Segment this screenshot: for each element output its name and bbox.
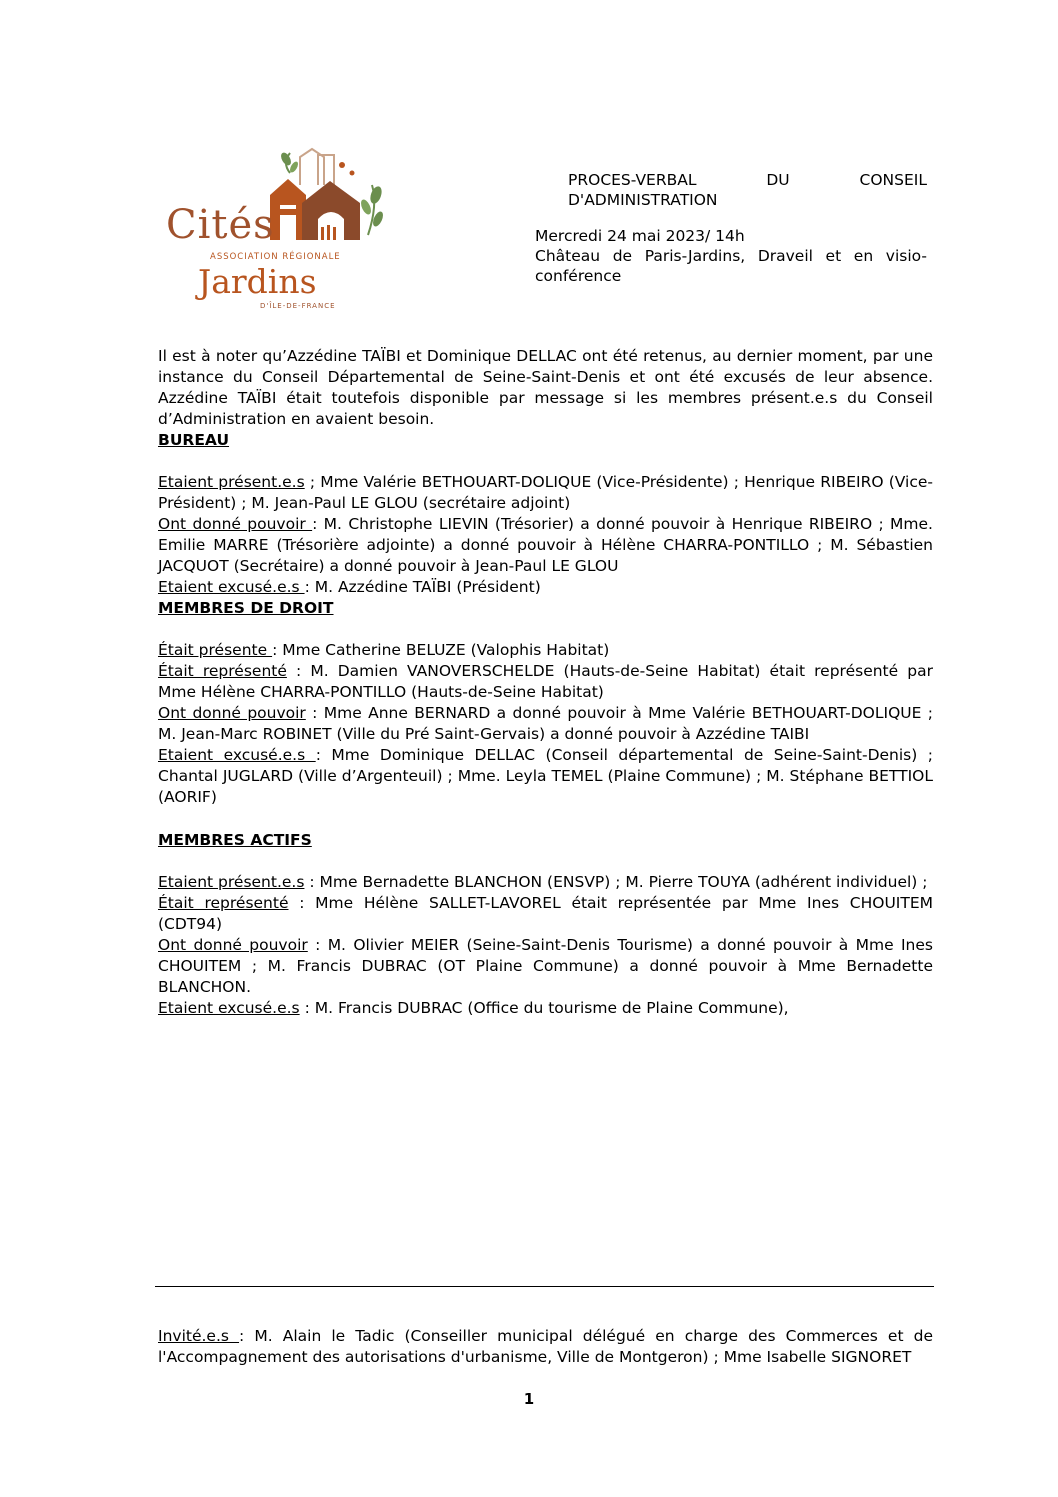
bureau-pouvoir (158, 514, 933, 577)
droit-pouvoir-label: Ont donné pouvoir (158, 704, 306, 722)
actifs-represente-text: : Mme Hélène SALLET-LAVOREL était représentée par Mme Ines CHOUITEM (CDT94) (158, 894, 933, 933)
logo-word-cites: Cités (166, 202, 275, 248)
bureau-present-label: Etaient présent.e.s (158, 473, 305, 491)
droit-excuse-label: Etaient excusé.e.s (158, 746, 316, 764)
page-number: 1 (523, 1390, 535, 1408)
document-title-line2: D'ADMINISTRATION (568, 191, 718, 209)
document-header (535, 170, 927, 286)
logo-region-label: D'ÎLE-DE-FRANCE (260, 302, 336, 310)
droit-represente-label: Était représenté (158, 662, 287, 680)
title-word: PROCES-VERBAL (568, 171, 697, 189)
meeting-place: Château de Paris-Jardins, Draveil et en visio-conférence (535, 247, 927, 285)
document-title-line1 (535, 170, 927, 190)
section-title-bureau: BUREAU (158, 431, 230, 449)
actifs-present-text: : Mme Bernadette BLANCHON (ENSVP) ; M. Pierre TOUYA (adhérent individuel) ; (304, 873, 928, 891)
meeting-date: Mercredi 24 mai 2023/ 14h (535, 227, 745, 245)
horizontal-divider (155, 1286, 934, 1287)
actifs-excuse-label: Etaient excusé.e.s (158, 999, 300, 1017)
bureau-excuse-text: : M. Azzédine TAÏBI (Président) (304, 578, 541, 596)
title-word: DU (766, 171, 790, 189)
intro-paragraph: Il est à noter qu’Azzédine TAÏBI et Dominique DELLAC ont été retenus, au dernier moment, par une instance du Conseil Départemental de Seine-Saint-Denis et ont été excusés de leur absence. Azzédine TAÏBI était toutefois disponible par message si les membres présent.e.s du Conseil d’Administration en avaient besoin. (158, 347, 933, 428)
section-title-droit: MEMBRES DE DROIT (158, 599, 334, 617)
document-body (158, 346, 933, 1019)
bureau-excuse-label: Etaient excusé.e.s (158, 578, 305, 596)
bureau-present-text: ; Mme Valérie BETHOUART-DOLIQUE (Vice-Présidente) ; Henrique RIBEIRO (Vice-Président) ; M. Jean-Paul LE GLOU (secrétaire adjoint) (158, 473, 933, 512)
bureau-excuse (158, 577, 933, 598)
actifs-excuse (158, 998, 933, 1019)
section-title-actifs: MEMBRES ACTIFS (158, 831, 312, 849)
actifs-pouvoir (158, 935, 933, 998)
bureau-present (158, 472, 933, 514)
actifs-present (158, 872, 933, 893)
bureau-pouvoir-label: Ont donné pouvoir (158, 515, 313, 533)
actifs-excuse-text: : M. Francis DUBRAC (Office du tourisme de Plaine Commune), (299, 999, 789, 1017)
title-word: CONSEIL (859, 171, 927, 189)
droit-pouvoir (158, 703, 933, 745)
bureau-pouvoir-text: : M. Christophe LIEVIN (Trésorier) a donné pouvoir à Henrique RIBEIRO ; Mme. Emilie MARRE (Trésorière adjointe) a donné pouvoir à Hélène CHARRA-PONTILLO ; M. Sébastien JACQUOT (Secrétaire) a donné pouvoir à Jean-Paul LE GLOU (158, 515, 933, 575)
droit-represente (158, 661, 933, 703)
droit-pouvoir-text: : Mme Anne BERNARD a donné pouvoir à Mme Valérie BETHOUART-DOLIQUE ; M. Jean-Marc ROBINET (Ville du Pré Saint-Gervais) a donné pouvoir à Azzédine TAIBI (158, 704, 933, 743)
section-spacer (158, 808, 933, 830)
actifs-present-label: Etaient présent.e.s (158, 873, 305, 891)
logo-association-label: ASSOCIATION RÉGIONALE (210, 252, 341, 262)
invites-paragraph (158, 1326, 933, 1368)
invites-text: : M. Alain le Tadic (Conseiller municipal délégué en charge des Commerces et de l'Accompagnement des autorisations d'urbanisme, Ville de Montgeron) ; Mme Isabelle SIGNORET (158, 1326, 933, 1366)
houses-tree-icon (260, 145, 390, 245)
droit-presente-label: Était présente (158, 641, 273, 659)
actifs-pouvoir-text: : M. Olivier MEIER (Seine-Saint-Denis Tourisme) a donné pouvoir à Mme Ines CHOUITEM ; M. Francis DUBRAC (OT Plaine Commune) a donné pouvoir à Mme Bernadette BLANCHON. (158, 936, 933, 996)
actifs-represente-label: Était représenté (158, 894, 289, 912)
droit-excuse-text: : Mme Dominique DELLAC (Conseil départemental de Seine-Saint-Denis) ; Chantal JUGLARD (Ville d’Argenteuil) ; Mme. Leyla TEMEL (Plaine Commune) ; M. Stéphane BETTIOL (AORIF) (158, 746, 934, 806)
invites-label: Invité.e.s (158, 1326, 240, 1345)
actifs-pouvoir-label: Ont donné pouvoir (158, 936, 308, 954)
association-logo (160, 140, 390, 320)
droit-represente-text: : M. Damien VANOVERSCHELDE (Hauts-de-Seine Habitat) était représenté par Mme Hélène CHARRA-PONTILLO (Hauts-de-Seine Habitat) (158, 662, 933, 701)
droit-presente-text: : Mme Catherine BELUZE (Valophis Habitat) (272, 641, 610, 659)
droit-excuse (158, 745, 933, 808)
actifs-represente (158, 893, 933, 935)
logo-word-jardins: Jardins (198, 262, 317, 301)
droit-presente (158, 640, 933, 661)
